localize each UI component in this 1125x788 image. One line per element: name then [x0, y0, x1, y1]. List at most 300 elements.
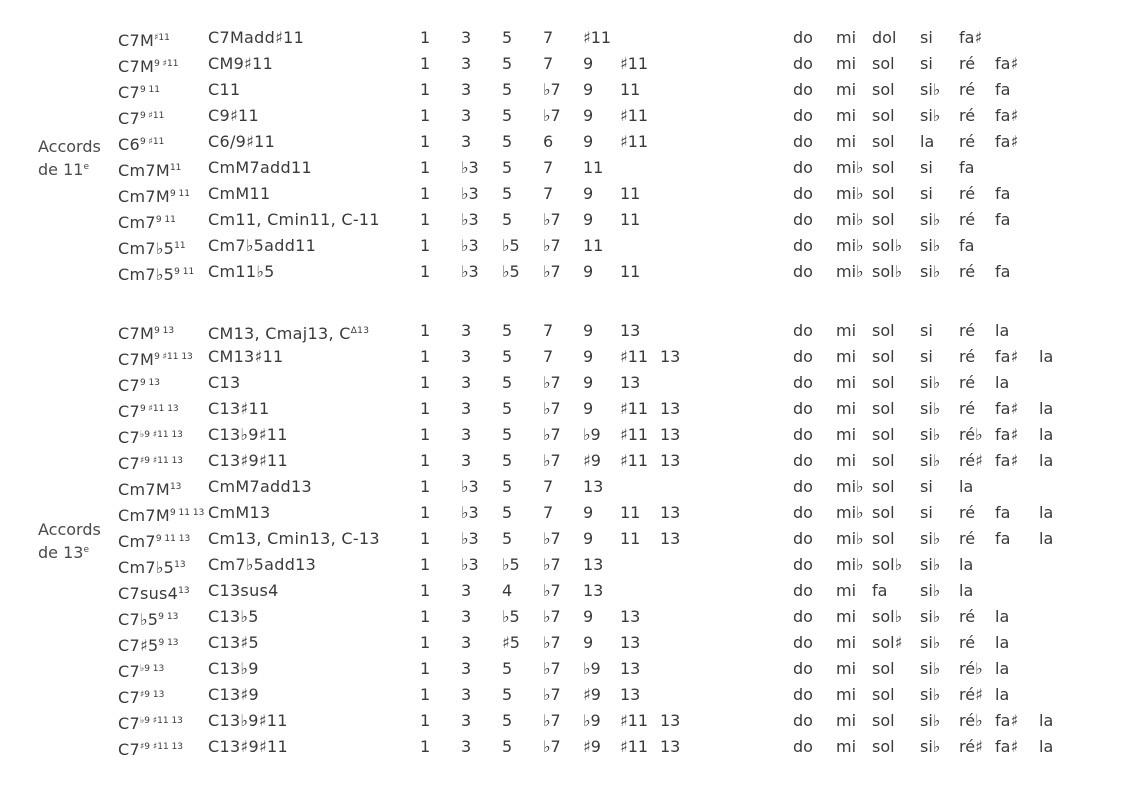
- chord-alt-name-text: C7Madd♯11: [208, 28, 305, 47]
- degree-value: 1: [420, 685, 431, 704]
- degree-value: 3: [461, 132, 472, 151]
- chord-symbol: [118, 630, 179, 659]
- degree-value: ♯11: [583, 28, 612, 47]
- note-name: ré: [959, 399, 976, 418]
- degree-value: 5: [502, 373, 513, 392]
- degree-value: 9: [583, 262, 594, 281]
- note-name: la: [1039, 347, 1054, 366]
- chord-row: [0, 630, 1125, 656]
- chord-alt-names: [208, 77, 240, 103]
- degree-value: 4: [502, 581, 513, 600]
- degree-value: 1: [420, 659, 431, 678]
- degree-value: 1: [420, 477, 431, 496]
- note-name: ré: [959, 106, 976, 125]
- note-name: si♭: [920, 451, 941, 470]
- note-name: do: [793, 210, 813, 229]
- degree-value: 9: [583, 80, 594, 99]
- chord-row: [0, 129, 1125, 155]
- degree-value: 3: [461, 321, 472, 340]
- chord-symbol: [118, 448, 183, 477]
- note-name: ré: [959, 607, 976, 626]
- chord-symbol: [118, 578, 190, 607]
- degree-value: ♭3: [461, 158, 479, 177]
- chord-symbol-base: C7M: [118, 57, 155, 76]
- degree-value: ♭7: [543, 262, 561, 281]
- chord-symbol-base: C7M: [118, 350, 155, 369]
- chord-alt-name-text: CmM13: [208, 503, 271, 522]
- note-name: la: [1039, 503, 1054, 522]
- chord-alt-names: [208, 51, 273, 77]
- note-name: la: [995, 659, 1010, 678]
- degree-value: ♯11: [620, 54, 649, 73]
- note-name: mi: [836, 399, 857, 418]
- degree-value: ♯9: [583, 451, 601, 470]
- note-name: ré: [959, 54, 976, 73]
- degree-value: ♭3: [461, 529, 479, 548]
- chord-row: [0, 396, 1125, 422]
- note-name: do: [793, 737, 813, 756]
- chord-alt-name-text: C11: [208, 80, 241, 99]
- degree-value: ♯11: [620, 132, 649, 151]
- chord-row: [0, 370, 1125, 396]
- note-name: sol: [872, 210, 895, 229]
- degree-value: 11: [620, 210, 641, 229]
- chord-alt-name-text: C6/9♯11: [208, 132, 276, 151]
- note-name: sol: [872, 477, 895, 496]
- degree-value: 3: [461, 399, 472, 418]
- degree-value: 3: [461, 659, 472, 678]
- degree-value: 11: [620, 529, 641, 548]
- note-name: mi♭: [836, 529, 864, 548]
- chord-alt-name-text: C13sus4: [208, 581, 279, 600]
- chord-row: [0, 233, 1125, 259]
- chord-symbol-base: Cm7M: [118, 187, 170, 206]
- chord-symbol-extensions: 11: [174, 241, 186, 251]
- chord-symbol-base: Cm7M: [118, 506, 170, 525]
- chord-symbol-base: C6: [118, 135, 140, 154]
- note-name: mi♭: [836, 158, 864, 177]
- note-name: fa: [959, 158, 975, 177]
- chord-symbol-extensions: 9 11 13: [169, 508, 205, 518]
- degree-value: ♭7: [543, 425, 561, 444]
- note-name: mi: [836, 80, 857, 99]
- degree-value: ♭7: [543, 633, 561, 652]
- chord-symbol: [118, 233, 186, 262]
- chord-row: [0, 552, 1125, 578]
- degree-value: 11: [620, 184, 641, 203]
- chord-alt-name-text: Cm11♭5: [208, 262, 275, 281]
- note-name: sol: [872, 711, 895, 730]
- note-name: si♭: [920, 399, 941, 418]
- note-name: ré: [959, 633, 976, 652]
- degree-value: ♭3: [461, 555, 479, 574]
- chord-symbol-base: C7sus4: [118, 584, 179, 603]
- chord-symbol: [118, 370, 160, 399]
- degree-value: 9: [583, 132, 594, 151]
- note-name: mi: [836, 54, 857, 73]
- note-name: do: [793, 529, 813, 548]
- note-name: fa♯: [995, 347, 1019, 366]
- note-name: sol: [872, 737, 895, 756]
- note-name: sol: [872, 106, 895, 125]
- chord-row: [0, 734, 1125, 760]
- note-name: ré: [959, 80, 976, 99]
- degree-value: 1: [420, 451, 431, 470]
- degree-value: ♯11: [620, 711, 649, 730]
- note-name: fa♯: [995, 106, 1019, 125]
- note-name: mi♭: [836, 236, 864, 255]
- degree-value: 1: [420, 28, 431, 47]
- note-name: si♭: [920, 373, 941, 392]
- note-name: ré♭: [959, 711, 983, 730]
- degree-value: ♭9: [583, 425, 601, 444]
- chord-symbol-base: Cm7M: [118, 480, 170, 499]
- chord-symbol: [118, 259, 194, 288]
- note-name: si♭: [920, 711, 941, 730]
- degree-value: ♯5: [502, 633, 520, 652]
- degree-value: 3: [461, 347, 472, 366]
- chord-alt-names: [208, 181, 270, 207]
- note-name: ré♯: [959, 451, 983, 470]
- note-name: dol: [872, 28, 897, 47]
- chord-alt-names: [208, 448, 288, 474]
- note-name: mi♭: [836, 184, 864, 203]
- degree-value: 9: [583, 210, 594, 229]
- chord-symbol-extensions: 9 11: [139, 85, 160, 95]
- note-name: do: [793, 54, 813, 73]
- note-name: fa♯: [995, 54, 1019, 73]
- note-name: si: [920, 28, 933, 47]
- chord-alt-names: [208, 103, 259, 129]
- chord-row: [0, 682, 1125, 708]
- note-name: la: [1039, 711, 1054, 730]
- chord-symbol-base: C7: [118, 376, 140, 395]
- chord-symbol-extensions: ♭9 ♯11 13: [139, 716, 183, 726]
- note-name: mi♭: [836, 262, 864, 281]
- degree-value: 5: [502, 399, 513, 418]
- degree-value: 1: [420, 737, 431, 756]
- degree-value: 13: [660, 451, 681, 470]
- degree-value: 13: [620, 321, 641, 340]
- note-name: la: [995, 685, 1010, 704]
- note-name: do: [793, 132, 813, 151]
- note-name: fa♯: [995, 737, 1019, 756]
- note-name: la: [995, 607, 1010, 626]
- note-name: si♭: [920, 659, 941, 678]
- degree-value: 11: [583, 158, 604, 177]
- note-name: mi♭: [836, 210, 864, 229]
- chord-symbol: [118, 103, 164, 132]
- note-name: la: [995, 373, 1010, 392]
- degree-value: ♯11: [620, 347, 649, 366]
- degree-value: 1: [420, 80, 431, 99]
- degree-value: 13: [660, 711, 681, 730]
- degree-value: 1: [420, 373, 431, 392]
- chord-alt-name-text: Cm7♭5add13: [208, 555, 317, 574]
- degree-value: 3: [461, 54, 472, 73]
- chord-alt-name-text: CmM7add13: [208, 477, 312, 496]
- degree-value: 9: [583, 54, 594, 73]
- degree-value: ♭5: [502, 236, 520, 255]
- note-name: la: [1039, 399, 1054, 418]
- note-name: fa: [995, 503, 1011, 522]
- chord-symbol-extensions: ♯9 ♯11 13: [139, 742, 184, 752]
- chord-row: [0, 422, 1125, 448]
- note-name: mi: [836, 106, 857, 125]
- chord-symbol: [118, 422, 183, 451]
- chord-alt-name-text: Cm11, Cmin11, C-11: [208, 210, 380, 229]
- note-name: ré: [959, 373, 976, 392]
- chord-symbol-base: C7: [118, 83, 140, 102]
- degree-value: 13: [660, 503, 681, 522]
- chord-alt-name-superscript: Δ13: [350, 326, 370, 336]
- note-name: mi: [836, 581, 857, 600]
- degree-value: 1: [420, 321, 431, 340]
- degree-value: 7: [543, 347, 554, 366]
- chord-alt-name-text: C13: [208, 373, 241, 392]
- chord-row: [0, 656, 1125, 682]
- degree-value: ♭7: [543, 711, 561, 730]
- note-name: si: [920, 184, 933, 203]
- note-name: sol: [872, 399, 895, 418]
- note-name: fa♯: [995, 451, 1019, 470]
- degree-value: 5: [502, 210, 513, 229]
- degree-value: 9: [583, 373, 594, 392]
- note-name: si♭: [920, 685, 941, 704]
- note-name: si: [920, 321, 933, 340]
- degree-value: 13: [620, 373, 641, 392]
- chord-symbol-extensions: 9 ♯11: [139, 111, 165, 121]
- degree-value: ♯11: [620, 451, 649, 470]
- chord-alt-names: [208, 500, 270, 526]
- section-label-text: de 13: [38, 543, 84, 562]
- degree-value: 13: [620, 607, 641, 626]
- note-name: la: [959, 477, 974, 496]
- chord-row: [0, 155, 1125, 181]
- note-name: sol♯: [872, 633, 903, 652]
- note-name: fa♯: [995, 399, 1019, 418]
- chord-symbol-extensions: ♯9 13: [139, 690, 165, 700]
- note-name: mi: [836, 132, 857, 151]
- chord-symbol-extensions: 11: [169, 163, 182, 173]
- chord-alt-name-text: C9♯11: [208, 106, 259, 125]
- note-name: ré♭: [959, 425, 983, 444]
- chord-symbol-extensions: 9 ♯11 13: [139, 404, 179, 414]
- chord-symbol-base: C7: [118, 454, 140, 473]
- note-name: do: [793, 607, 813, 626]
- chord-symbol-extensions: 9 11 13: [155, 534, 191, 544]
- degree-value: 3: [461, 425, 472, 444]
- note-name: do: [793, 236, 813, 255]
- degree-value: 1: [420, 236, 431, 255]
- chord-symbol-extensions: 9 11: [155, 215, 176, 225]
- chord-symbol-extensions: 9 11: [169, 189, 190, 199]
- chord-row: [0, 344, 1125, 370]
- note-name: mi♭: [836, 503, 864, 522]
- degree-value: 1: [420, 262, 431, 281]
- note-name: do: [793, 158, 813, 177]
- chord-alt-names: [208, 682, 259, 708]
- note-name: si♭: [920, 633, 941, 652]
- chord-symbol: [118, 77, 160, 106]
- note-name: mi: [836, 28, 857, 47]
- chord-alt-name-text: CM9♯11: [208, 54, 274, 73]
- chord-alt-name-text: Cm7♭5add11: [208, 236, 317, 255]
- chord-alt-name-text: C13♯9: [208, 685, 259, 704]
- degree-value: 1: [420, 347, 431, 366]
- chord-symbol: [118, 656, 164, 685]
- degree-value: 13: [583, 477, 604, 496]
- note-name: mi: [836, 633, 857, 652]
- degree-value: ♭7: [543, 607, 561, 626]
- degree-value: ♭3: [461, 477, 479, 496]
- degree-value: 9: [583, 503, 594, 522]
- note-name: do: [793, 347, 813, 366]
- note-name: si♭: [920, 425, 941, 444]
- chord-symbol-extensions: 13: [178, 586, 190, 596]
- degree-value: 3: [461, 711, 472, 730]
- degree-value: 11: [620, 503, 641, 522]
- chord-alt-names: [208, 474, 312, 500]
- degree-value: ♯11: [620, 425, 649, 444]
- chord-symbol: [118, 500, 204, 529]
- degree-value: 3: [461, 106, 472, 125]
- note-name: sol: [872, 54, 895, 73]
- degree-value: 1: [420, 633, 431, 652]
- note-name: si♭: [920, 555, 941, 574]
- note-name: la: [959, 555, 974, 574]
- degree-value: 13: [660, 737, 681, 756]
- note-name: la: [995, 633, 1010, 652]
- chord-alt-names: [208, 370, 240, 396]
- note-name: mi: [836, 659, 857, 678]
- chord-alt-names: [208, 233, 316, 259]
- chord-alt-names: [208, 578, 279, 604]
- degree-value: 1: [420, 106, 431, 125]
- note-name: si: [920, 158, 933, 177]
- note-name: si♭: [920, 607, 941, 626]
- note-name: fa: [995, 210, 1011, 229]
- note-name: sol: [872, 347, 895, 366]
- degree-value: 3: [461, 633, 472, 652]
- note-name: mi: [836, 347, 857, 366]
- degree-value: 5: [502, 347, 513, 366]
- note-name: do: [793, 581, 813, 600]
- note-name: sol♭: [872, 555, 903, 574]
- note-name: si: [920, 477, 933, 496]
- note-name: sol: [872, 451, 895, 470]
- chord-alt-names: [208, 630, 259, 656]
- note-name: sol: [872, 132, 895, 151]
- chord-row: [0, 25, 1125, 51]
- chord-row: [0, 448, 1125, 474]
- chord-alt-name-text: C13♭5: [208, 607, 259, 626]
- note-name: mi: [836, 607, 857, 626]
- degree-value: 5: [502, 80, 513, 99]
- chord-row: [0, 578, 1125, 604]
- chord-symbol: [118, 604, 178, 633]
- degree-value: 5: [502, 28, 513, 47]
- chord-symbol: [118, 708, 183, 737]
- note-name: si: [920, 503, 933, 522]
- chord-row: [0, 500, 1125, 526]
- degree-value: 1: [420, 503, 431, 522]
- degree-value: ♭7: [543, 236, 561, 255]
- note-name: si♭: [920, 80, 941, 99]
- chord-symbol-base: C7♭5: [118, 610, 159, 629]
- degree-value: 13: [620, 685, 641, 704]
- chord-symbol: [118, 155, 181, 184]
- note-name: fa: [995, 529, 1011, 548]
- note-name: do: [793, 659, 813, 678]
- chord-alt-name-text: CM13, Cmaj13, C: [208, 324, 351, 343]
- note-name: do: [793, 633, 813, 652]
- chord-symbol-extensions: 9 13: [139, 378, 160, 388]
- chord-alt-name-text: CmM11: [208, 184, 271, 203]
- chord-symbol-extensions: 9 ♯11: [154, 59, 179, 69]
- chord-alt-names: [208, 318, 369, 347]
- chord-row: [0, 708, 1125, 734]
- note-name: si♭: [920, 210, 941, 229]
- chord-symbol: [118, 734, 183, 763]
- degree-value: ♭9: [583, 711, 601, 730]
- chord-alt-name-text: CmM7add11: [208, 158, 312, 177]
- note-name: sol♭: [872, 262, 903, 281]
- note-name: si: [920, 347, 933, 366]
- degree-value: 1: [420, 210, 431, 229]
- chord-row: [0, 103, 1125, 129]
- note-name: sol: [872, 321, 895, 340]
- chord-row: [0, 51, 1125, 77]
- note-name: mi: [836, 685, 857, 704]
- degree-value: ♯11: [620, 399, 649, 418]
- note-name: do: [793, 425, 813, 444]
- degree-value: 9: [583, 607, 594, 626]
- note-name: fa♯: [995, 425, 1019, 444]
- note-name: si: [920, 54, 933, 73]
- chord-symbol: [118, 25, 170, 54]
- chord-symbol-extensions: ♭9 13: [139, 664, 165, 674]
- note-name: mi: [836, 737, 857, 756]
- degree-value: 3: [461, 581, 472, 600]
- degree-value: 9: [583, 321, 594, 340]
- chord-symbol: [118, 318, 174, 347]
- note-name: mi: [836, 425, 857, 444]
- degree-value: 7: [543, 28, 554, 47]
- chord-symbol-extensions: 9 ♯11 13: [154, 352, 193, 362]
- degree-value: 9: [583, 529, 594, 548]
- note-name: la: [1039, 451, 1054, 470]
- chord-symbol-base: C7M: [118, 324, 155, 343]
- chord-symbol-extensions: 9 13: [158, 638, 179, 648]
- note-name: sol: [872, 158, 895, 177]
- degree-value: ♭5: [502, 555, 520, 574]
- chord-row: [0, 207, 1125, 233]
- degree-value: ♭3: [461, 184, 479, 203]
- chord-symbol-base: Cm7♭5: [118, 558, 175, 577]
- degree-value: 9: [583, 399, 594, 418]
- note-name: sol: [872, 373, 895, 392]
- note-name: mi♭: [836, 555, 864, 574]
- degree-value: ♭7: [543, 581, 561, 600]
- degree-value: ♯11: [620, 106, 649, 125]
- degree-value: ♭7: [543, 80, 561, 99]
- chord-symbol-extensions: 13: [174, 560, 186, 570]
- chord-symbol-base: C7: [118, 402, 140, 421]
- chord-alt-name-text: C13♯9♯11: [208, 737, 288, 756]
- note-name: do: [793, 28, 813, 47]
- note-name: do: [793, 80, 813, 99]
